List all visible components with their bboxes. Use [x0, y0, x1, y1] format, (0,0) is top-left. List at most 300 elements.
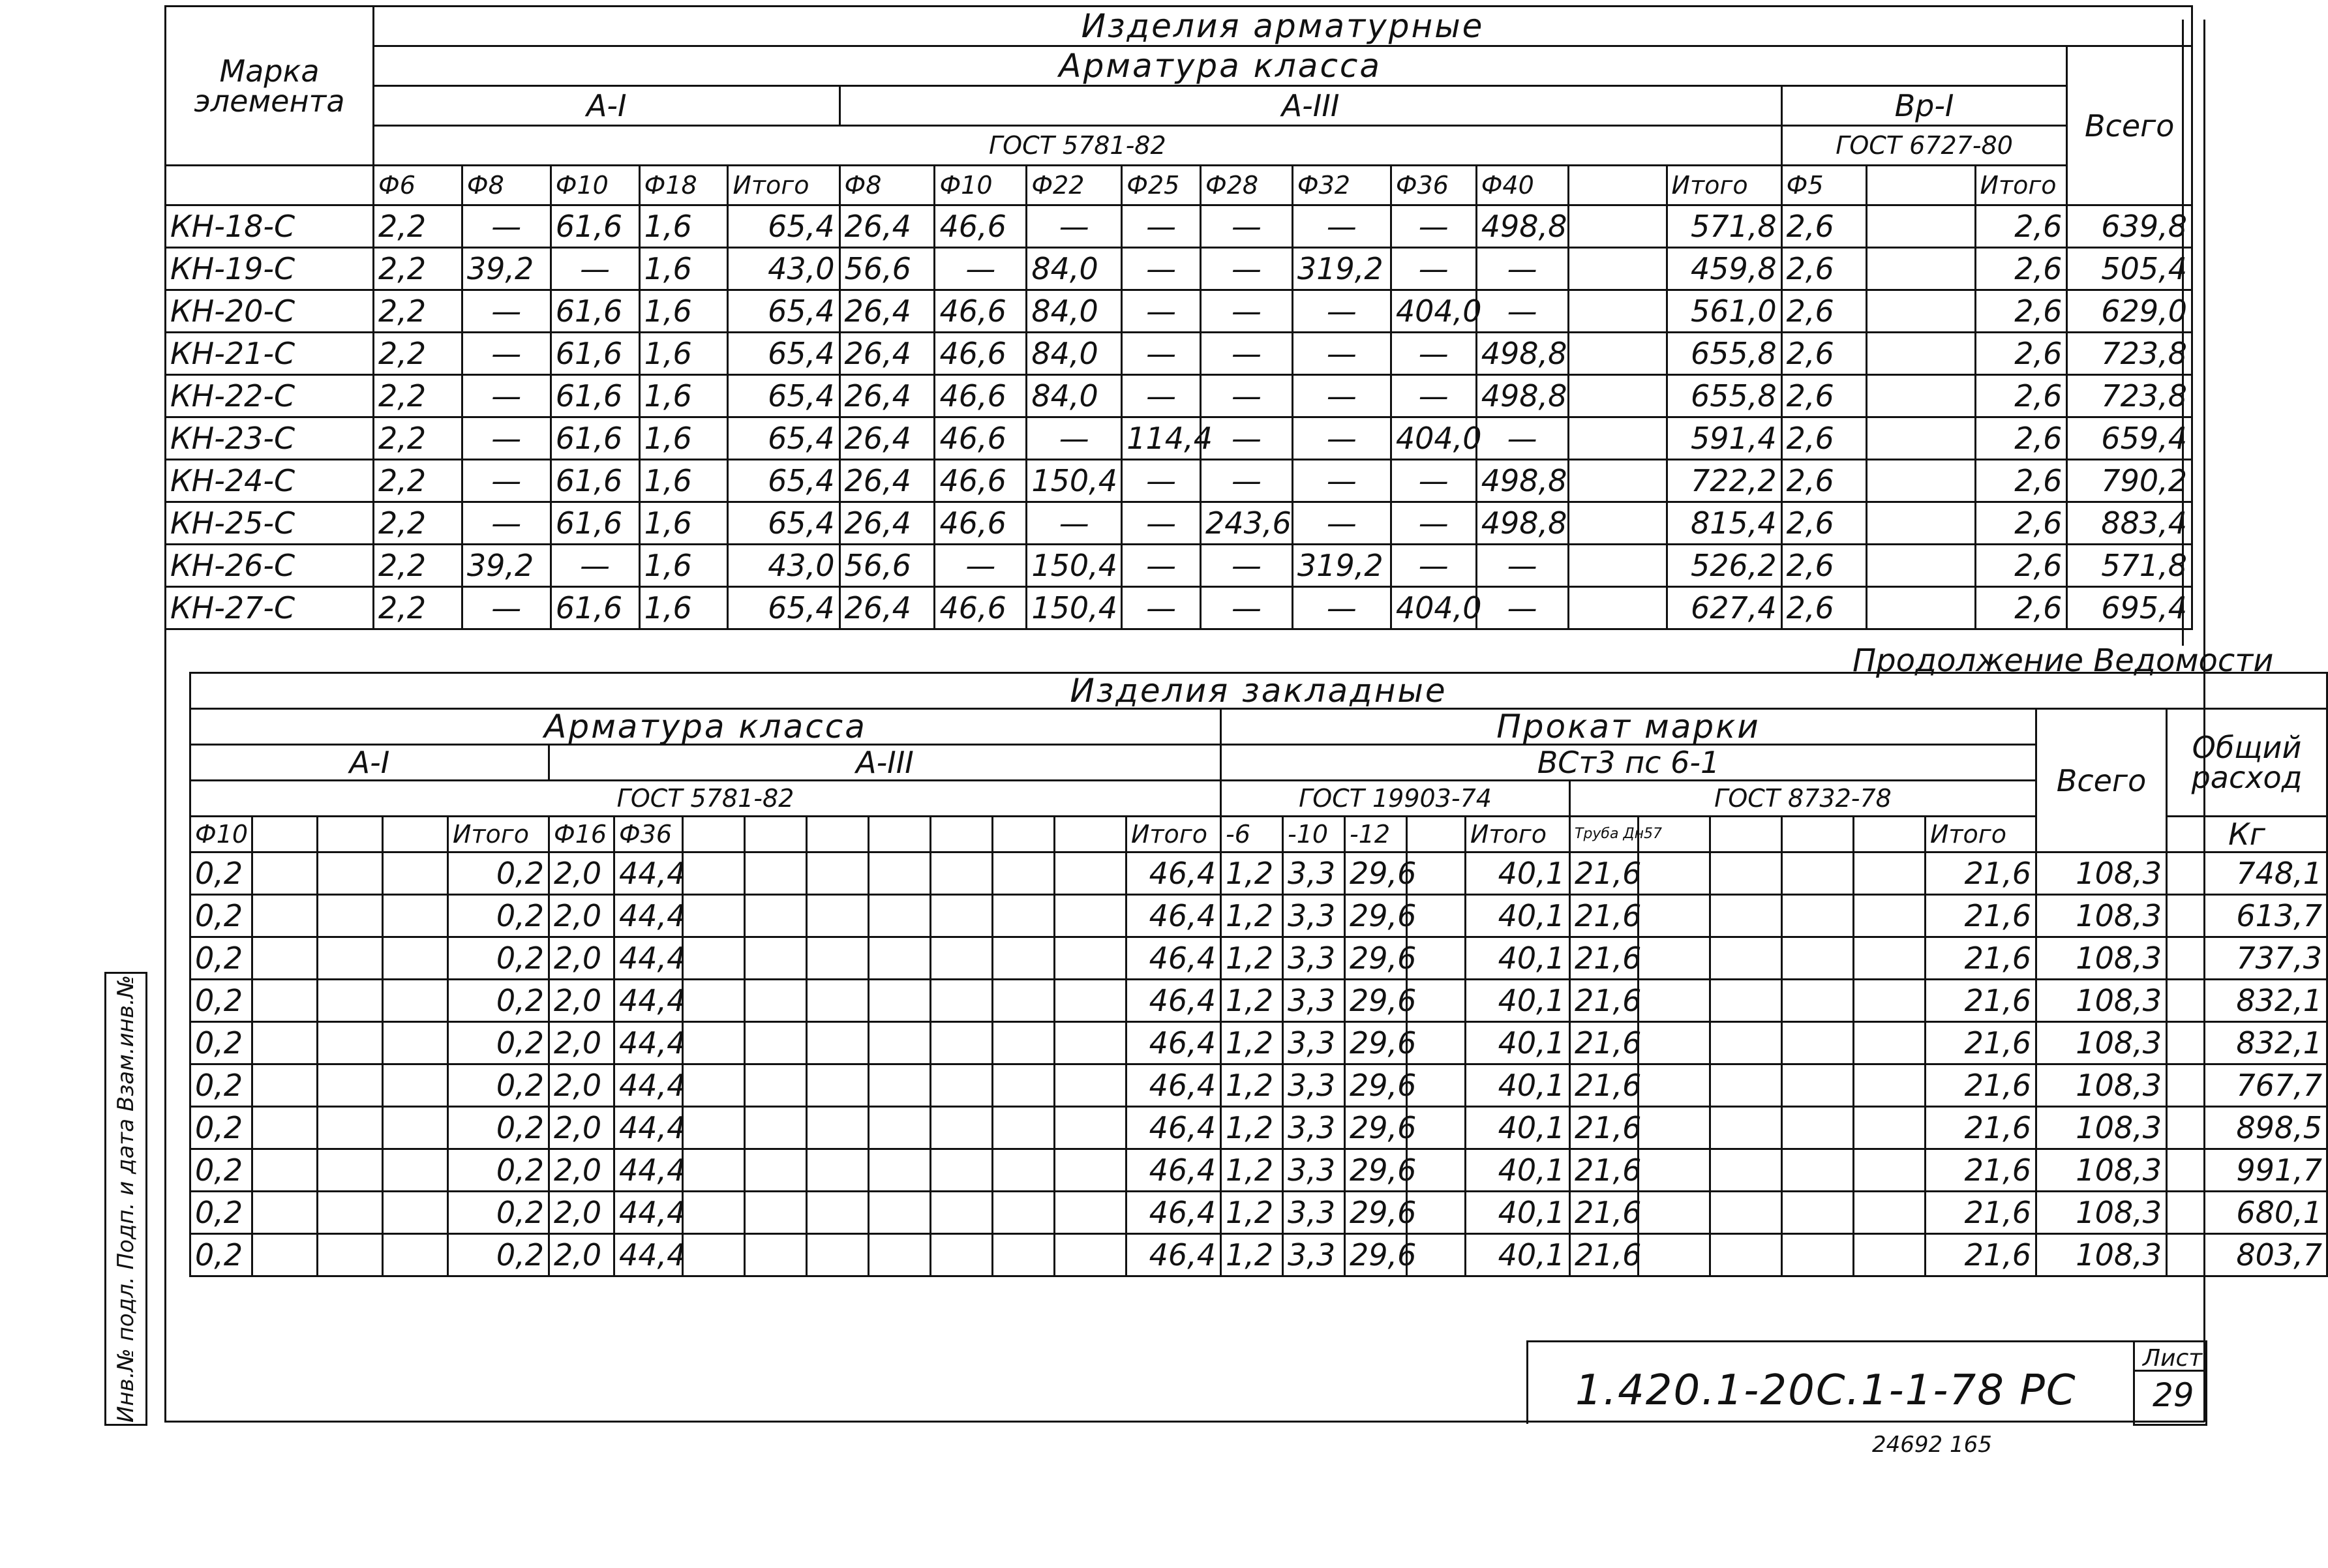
table-cell: 40,1 — [1466, 1149, 1570, 1192]
bottom-class-ai: А-I — [190, 745, 549, 781]
table-cell: 108,3 — [2036, 1064, 2167, 1107]
bottom-gost-8732: ГОСТ 8732-78 — [1570, 781, 2036, 817]
table-cell: 61,6 — [551, 587, 639, 629]
table-cell: 723,8 — [2067, 375, 2192, 417]
table-cell — [1639, 1107, 1710, 1149]
table-cell: 40,1 — [1466, 1107, 1570, 1149]
table-cell: 26,4 — [839, 502, 935, 545]
table-cell: 1,6 — [639, 417, 728, 460]
table-cell: 43,0 — [728, 248, 839, 290]
table-cell: 991,7 — [2167, 1149, 2327, 1192]
side-stamp — [104, 972, 147, 1426]
top-column-header — [1867, 166, 1975, 205]
top-column-header: Итого — [728, 166, 839, 205]
table-cell: 46,6 — [935, 290, 1027, 333]
table-cell: 2,0 — [549, 980, 614, 1022]
table-cell: 2,6 — [1781, 290, 1867, 333]
table-cell: 639,8 — [2067, 205, 2192, 248]
table-cell: 561,0 — [1667, 290, 1781, 333]
table-cell — [318, 852, 383, 895]
table-cell: 26,4 — [839, 587, 935, 629]
table-cell: — — [1201, 460, 1293, 502]
table-cell: 3,3 — [1283, 1234, 1345, 1276]
table-cell: 61,6 — [551, 205, 639, 248]
table-cell: 680,1 — [2167, 1192, 2327, 1234]
table-cell: 108,3 — [2036, 1107, 2167, 1149]
table-cell: 591,4 — [1667, 417, 1781, 460]
table-cell — [993, 980, 1055, 1022]
table-cell: 40,1 — [1466, 980, 1570, 1022]
table-cell: 2,6 — [1975, 417, 2067, 460]
top-column-header: Итого — [1667, 166, 1781, 205]
table-cell: 803,7 — [2167, 1234, 2327, 1276]
table-cell: 883,4 — [2067, 502, 2192, 545]
table-row — [166, 290, 2192, 333]
table-cell: 21,6 — [1570, 852, 1639, 895]
table-cell: 2,0 — [549, 1234, 614, 1276]
table-cell: 2,2 — [374, 205, 462, 248]
table-cell: 61,6 — [551, 502, 639, 545]
table-row — [190, 1234, 2327, 1276]
table-cell — [931, 1107, 993, 1149]
bottom-column-header — [1854, 817, 1926, 852]
bottom-armatura-header: Арматура класса — [190, 709, 1221, 745]
table-cell — [807, 1234, 869, 1276]
table-cell: 29,6 — [1345, 980, 1407, 1022]
table-cell: 498,8 — [1476, 205, 1568, 248]
table-cell: 108,3 — [2036, 1234, 2167, 1276]
table-cell: — — [1292, 333, 1391, 375]
table-cell: 46,4 — [1126, 852, 1221, 895]
table-cell — [383, 980, 448, 1022]
table-cell: 2,6 — [1975, 375, 2067, 417]
bottom-gost-19903: ГОСТ 19903-74 — [1221, 781, 1570, 817]
table-cell — [1782, 980, 1854, 1022]
table-cell — [252, 895, 318, 937]
table-cell: 2,6 — [1975, 587, 2067, 629]
table-cell — [383, 895, 448, 937]
top-column-header: Ф8 — [462, 166, 551, 205]
table-cell: 46,6 — [935, 205, 1027, 248]
table-cell — [1867, 545, 1975, 587]
table-cell: 627,4 — [1667, 587, 1781, 629]
table-cell — [1782, 1149, 1854, 1192]
table-cell: — — [462, 587, 551, 629]
table-cell — [1639, 852, 1710, 895]
table-cell — [931, 1064, 993, 1107]
table-cell: 108,3 — [2036, 895, 2167, 937]
table-cell: 26,4 — [839, 205, 935, 248]
bottom-column-header — [683, 817, 745, 852]
table-cell: 65,4 — [728, 502, 839, 545]
table-cell: — — [1476, 587, 1568, 629]
bottom-column-header — [383, 817, 448, 852]
table-cell: 0,2 — [448, 1192, 549, 1234]
table-cell: 21,6 — [1926, 1192, 2036, 1234]
table-cell — [318, 1234, 383, 1276]
table-cell — [745, 980, 807, 1022]
table-row — [190, 1149, 2327, 1192]
table-cell: 21,6 — [1570, 1149, 1639, 1192]
bottom-column-header — [869, 817, 931, 852]
table-cell: 2,6 — [1781, 248, 1867, 290]
table-cell — [1568, 460, 1667, 502]
table-cell: 65,4 — [728, 205, 839, 248]
table-cell — [318, 895, 383, 937]
table-cell: 2,0 — [549, 1064, 614, 1107]
table-cell: — — [1201, 545, 1293, 587]
table-cell — [683, 852, 745, 895]
table-cell: 21,6 — [1570, 937, 1639, 980]
bottom-column-header — [745, 817, 807, 852]
table-cell — [1639, 1022, 1710, 1064]
table-cell — [1710, 937, 1782, 980]
bottom-column-header — [1407, 817, 1466, 852]
table-cell: 46,6 — [935, 460, 1027, 502]
top-column-header: Ф36 — [1391, 166, 1476, 205]
table-cell — [1854, 980, 1926, 1022]
table-cell: 3,3 — [1283, 1064, 1345, 1107]
table-cell — [1710, 1192, 1782, 1234]
table-cell: 659,4 — [2067, 417, 2192, 460]
top-column-header — [1568, 166, 1667, 205]
bottom-column-header — [1055, 817, 1126, 852]
table-cell: 46,4 — [1126, 937, 1221, 980]
table-cell — [807, 1022, 869, 1064]
top-column-headers — [166, 166, 2192, 205]
table-cell: 108,3 — [2036, 1192, 2167, 1234]
table-cell: 40,1 — [1466, 937, 1570, 980]
table-cell — [1055, 1022, 1126, 1064]
table-cell — [807, 852, 869, 895]
table-cell: — — [1292, 290, 1391, 333]
top-column-header: Ф5 — [1781, 166, 1867, 205]
table-cell: 695,4 — [2067, 587, 2192, 629]
table-cell — [1639, 1149, 1710, 1192]
table-row — [190, 980, 2327, 1022]
table-cell — [1639, 1064, 1710, 1107]
table-row — [190, 937, 2327, 980]
table-cell: 26,4 — [839, 375, 935, 417]
table-cell: 56,6 — [839, 248, 935, 290]
table-cell — [318, 1064, 383, 1107]
table-cell — [1568, 545, 1667, 587]
table-cell: 29,6 — [1345, 1107, 1407, 1149]
table-cell: 0,2 — [190, 852, 252, 895]
table-cell — [1867, 587, 1975, 629]
table-cell — [1867, 460, 1975, 502]
table-cell: — — [935, 248, 1027, 290]
table-cell: — — [1391, 460, 1476, 502]
top-column-header: Ф6 — [374, 166, 462, 205]
table-cell — [1854, 1107, 1926, 1149]
table-cell: 2,6 — [1781, 502, 1867, 545]
table-cell: 1,2 — [1221, 1107, 1283, 1149]
table-cell: 3,3 — [1283, 1149, 1345, 1192]
table-cell — [1867, 205, 1975, 248]
bottom-column-header: Итого — [1926, 817, 2036, 852]
table-cell: 46,6 — [935, 375, 1027, 417]
table-cell — [1055, 852, 1126, 895]
bottom-kg-header: Кг — [2167, 817, 2327, 852]
table-cell: 29,6 — [1345, 1149, 1407, 1192]
table-cell: 65,4 — [728, 587, 839, 629]
table-cell — [1710, 895, 1782, 937]
table-cell: — — [1391, 333, 1476, 375]
table-cell: 2,0 — [549, 1107, 614, 1149]
table-cell: 0,2 — [448, 937, 549, 980]
table-cell: 1,6 — [639, 290, 728, 333]
table-cell — [1055, 980, 1126, 1022]
table-cell: 150,4 — [1027, 545, 1122, 587]
table-cell: 1,2 — [1221, 895, 1283, 937]
table-cell: 2,6 — [1781, 545, 1867, 587]
table-cell — [1568, 502, 1667, 545]
table-cell: 2,2 — [374, 545, 462, 587]
bottom-prokat-header: Прокат марки — [1221, 709, 2036, 745]
table-cell: 21,6 — [1926, 937, 2036, 980]
table-cell: — — [1391, 502, 1476, 545]
table-cell: 2,6 — [1975, 502, 2067, 545]
table-cell: 3,3 — [1283, 1022, 1345, 1064]
table-cell: — — [1122, 502, 1201, 545]
table-cell: — — [1201, 290, 1293, 333]
table-cell — [1710, 852, 1782, 895]
table-cell: — — [1201, 375, 1293, 417]
table-cell — [993, 1107, 1055, 1149]
table-cell: — — [1292, 375, 1391, 417]
table-cell: 748,1 — [2167, 852, 2327, 895]
table-cell: 2,2 — [374, 333, 462, 375]
table-cell: 2,2 — [374, 417, 462, 460]
element-mark: КН-18-С — [166, 205, 374, 248]
bottom-column-header — [1710, 817, 1782, 852]
table-row — [190, 1192, 2327, 1234]
table-cell: 498,8 — [1476, 333, 1568, 375]
table-cell — [683, 1149, 745, 1192]
table-cell: 832,1 — [2167, 1022, 2327, 1064]
table-cell: 46,4 — [1126, 980, 1221, 1022]
table-cell — [1782, 1064, 1854, 1107]
table-cell: — — [551, 545, 639, 587]
table-cell: 3,3 — [1283, 852, 1345, 895]
table-cell: 46,4 — [1126, 1234, 1221, 1276]
table-cell — [807, 1149, 869, 1192]
bottom-column-header: Труба Дн57 — [1570, 817, 1639, 852]
top-column-header: Ф18 — [639, 166, 728, 205]
table-cell — [683, 1107, 745, 1149]
table-cell — [383, 1107, 448, 1149]
table-cell: — — [462, 417, 551, 460]
bottom-column-headers — [190, 817, 2327, 852]
table-cell: 2,0 — [549, 937, 614, 980]
table-cell: 2,0 — [549, 1192, 614, 1234]
table-cell — [1639, 1192, 1710, 1234]
table-cell: 0,2 — [448, 895, 549, 937]
table-cell — [1782, 937, 1854, 980]
table-cell: 61,6 — [551, 290, 639, 333]
table-cell: 21,6 — [1570, 1234, 1639, 1276]
table-cell: 319,2 — [1292, 545, 1391, 587]
table-cell: 21,6 — [1570, 1192, 1639, 1234]
table-cell: — — [1027, 417, 1122, 460]
table-cell — [252, 1022, 318, 1064]
table-cell: 65,4 — [728, 460, 839, 502]
table-cell: — — [1391, 545, 1476, 587]
table-cell: 44,4 — [614, 1064, 683, 1107]
table-cell: 29,6 — [1345, 852, 1407, 895]
table-cell — [252, 852, 318, 895]
table-cell: 108,3 — [2036, 1149, 2167, 1192]
table-cell: — — [1391, 375, 1476, 417]
table-cell — [1867, 333, 1975, 375]
table-cell: 56,6 — [839, 545, 935, 587]
table-cell: 44,4 — [614, 1192, 683, 1234]
table-cell: 108,3 — [2036, 937, 2167, 980]
table-cell: 571,8 — [2067, 545, 2192, 587]
table-cell — [1867, 417, 1975, 460]
table-cell — [383, 852, 448, 895]
table-cell — [318, 1107, 383, 1149]
table-cell — [318, 1192, 383, 1234]
table-cell: — — [1122, 248, 1201, 290]
table-cell: 21,6 — [1926, 980, 2036, 1022]
table-row — [166, 502, 2192, 545]
table-cell — [1854, 1234, 1926, 1276]
table-cell: 2,2 — [374, 502, 462, 545]
table-cell — [1639, 980, 1710, 1022]
bottom-gost-5781: ГОСТ 5781-82 — [190, 781, 1221, 817]
table-row — [166, 460, 2192, 502]
bottom-number: 24692 165 — [1872, 1432, 1992, 1458]
table-cell: 0,2 — [190, 1149, 252, 1192]
table-cell: 21,6 — [1570, 895, 1639, 937]
table-cell — [1710, 980, 1782, 1022]
table-cell — [745, 1234, 807, 1276]
table-cell: — — [462, 502, 551, 545]
table-cell — [869, 852, 931, 895]
table-cell: 21,6 — [1926, 852, 2036, 895]
table-cell — [931, 937, 993, 980]
element-mark: КН-25-С — [166, 502, 374, 545]
table-cell — [869, 1064, 931, 1107]
table-cell — [683, 1064, 745, 1107]
table-cell — [869, 895, 931, 937]
table-cell: 2,6 — [1975, 248, 2067, 290]
table-cell — [1854, 1192, 1926, 1234]
table-cell: 150,4 — [1027, 587, 1122, 629]
table-cell — [931, 1192, 993, 1234]
table-cell: 46,4 — [1126, 1192, 1221, 1234]
table-cell — [1568, 205, 1667, 248]
table-cell — [869, 937, 931, 980]
element-mark: КН-19-С — [166, 248, 374, 290]
table-cell: — — [935, 545, 1027, 587]
bottom-column-header — [1782, 817, 1854, 852]
table-cell — [931, 980, 993, 1022]
table-cell: 108,3 — [2036, 1022, 2167, 1064]
table-cell: — — [1027, 205, 1122, 248]
table-cell — [1867, 248, 1975, 290]
table-cell: — — [1391, 205, 1476, 248]
table-cell: 571,8 — [1667, 205, 1781, 248]
table-cell: 44,4 — [614, 895, 683, 937]
table-cell: 498,8 — [1476, 375, 1568, 417]
table-cell: 29,6 — [1345, 1234, 1407, 1276]
table-cell: — — [1201, 417, 1293, 460]
table-cell: 108,3 — [2036, 980, 2167, 1022]
table-cell — [1055, 937, 1126, 980]
table-cell: 65,4 — [728, 290, 839, 333]
table-cell — [252, 937, 318, 980]
table-cell: 44,4 — [614, 1234, 683, 1276]
table-cell: 21,6 — [1570, 1107, 1639, 1149]
table-row — [166, 417, 2192, 460]
table-cell: 0,2 — [190, 937, 252, 980]
table-cell — [1639, 937, 1710, 980]
table-cell: — — [1476, 248, 1568, 290]
table-cell — [683, 1234, 745, 1276]
element-mark: КН-22-С — [166, 375, 374, 417]
sheet-label: Лист — [2143, 1345, 2203, 1372]
table-cell: 114,4 — [1122, 417, 1201, 460]
bottom-column-header — [993, 817, 1055, 852]
table-cell: 1,6 — [639, 545, 728, 587]
table-cell: 404,0 — [1391, 417, 1476, 460]
table-cell: 898,5 — [2167, 1107, 2327, 1149]
table-cell: — — [1292, 417, 1391, 460]
table-cell — [383, 1234, 448, 1276]
table-row — [190, 895, 2327, 937]
table-cell: 46,4 — [1126, 1064, 1221, 1107]
table-cell — [1710, 1234, 1782, 1276]
table-cell: 29,6 — [1345, 1192, 1407, 1234]
table-cell — [1568, 417, 1667, 460]
bottom-vsego-header: Всего — [2036, 709, 2167, 852]
table-cell — [745, 1149, 807, 1192]
table-cell: 29,6 — [1345, 1064, 1407, 1107]
table-cell — [252, 1192, 318, 1234]
table-cell — [252, 1149, 318, 1192]
bottom-column-header — [931, 817, 993, 852]
table-cell: 84,0 — [1027, 290, 1122, 333]
table-cell: 1,2 — [1221, 1064, 1283, 1107]
table-cell: 2,0 — [549, 852, 614, 895]
table-cell — [318, 980, 383, 1022]
table-cell: 815,4 — [1667, 502, 1781, 545]
table-cell — [383, 1064, 448, 1107]
table-cell: 46,6 — [935, 333, 1027, 375]
table-cell — [318, 1022, 383, 1064]
table-cell — [1710, 1022, 1782, 1064]
table-cell: 44,4 — [614, 937, 683, 980]
table-cell: 40,1 — [1466, 1022, 1570, 1064]
table-cell — [807, 980, 869, 1022]
table-cell: 0,2 — [190, 1022, 252, 1064]
bottom-obshchiy-header: Общий расход — [2167, 709, 2327, 817]
table-cell: 404,0 — [1391, 587, 1476, 629]
table-cell — [869, 1022, 931, 1064]
table-cell — [383, 1149, 448, 1192]
table-row — [190, 852, 2327, 895]
table-cell: 1,2 — [1221, 980, 1283, 1022]
table-cell — [1568, 290, 1667, 333]
table-cell: — — [1201, 248, 1293, 290]
table-cell: — — [1122, 333, 1201, 375]
table-cell: 46,6 — [935, 587, 1027, 629]
table-cell: — — [1122, 375, 1201, 417]
table-cell — [1854, 1022, 1926, 1064]
